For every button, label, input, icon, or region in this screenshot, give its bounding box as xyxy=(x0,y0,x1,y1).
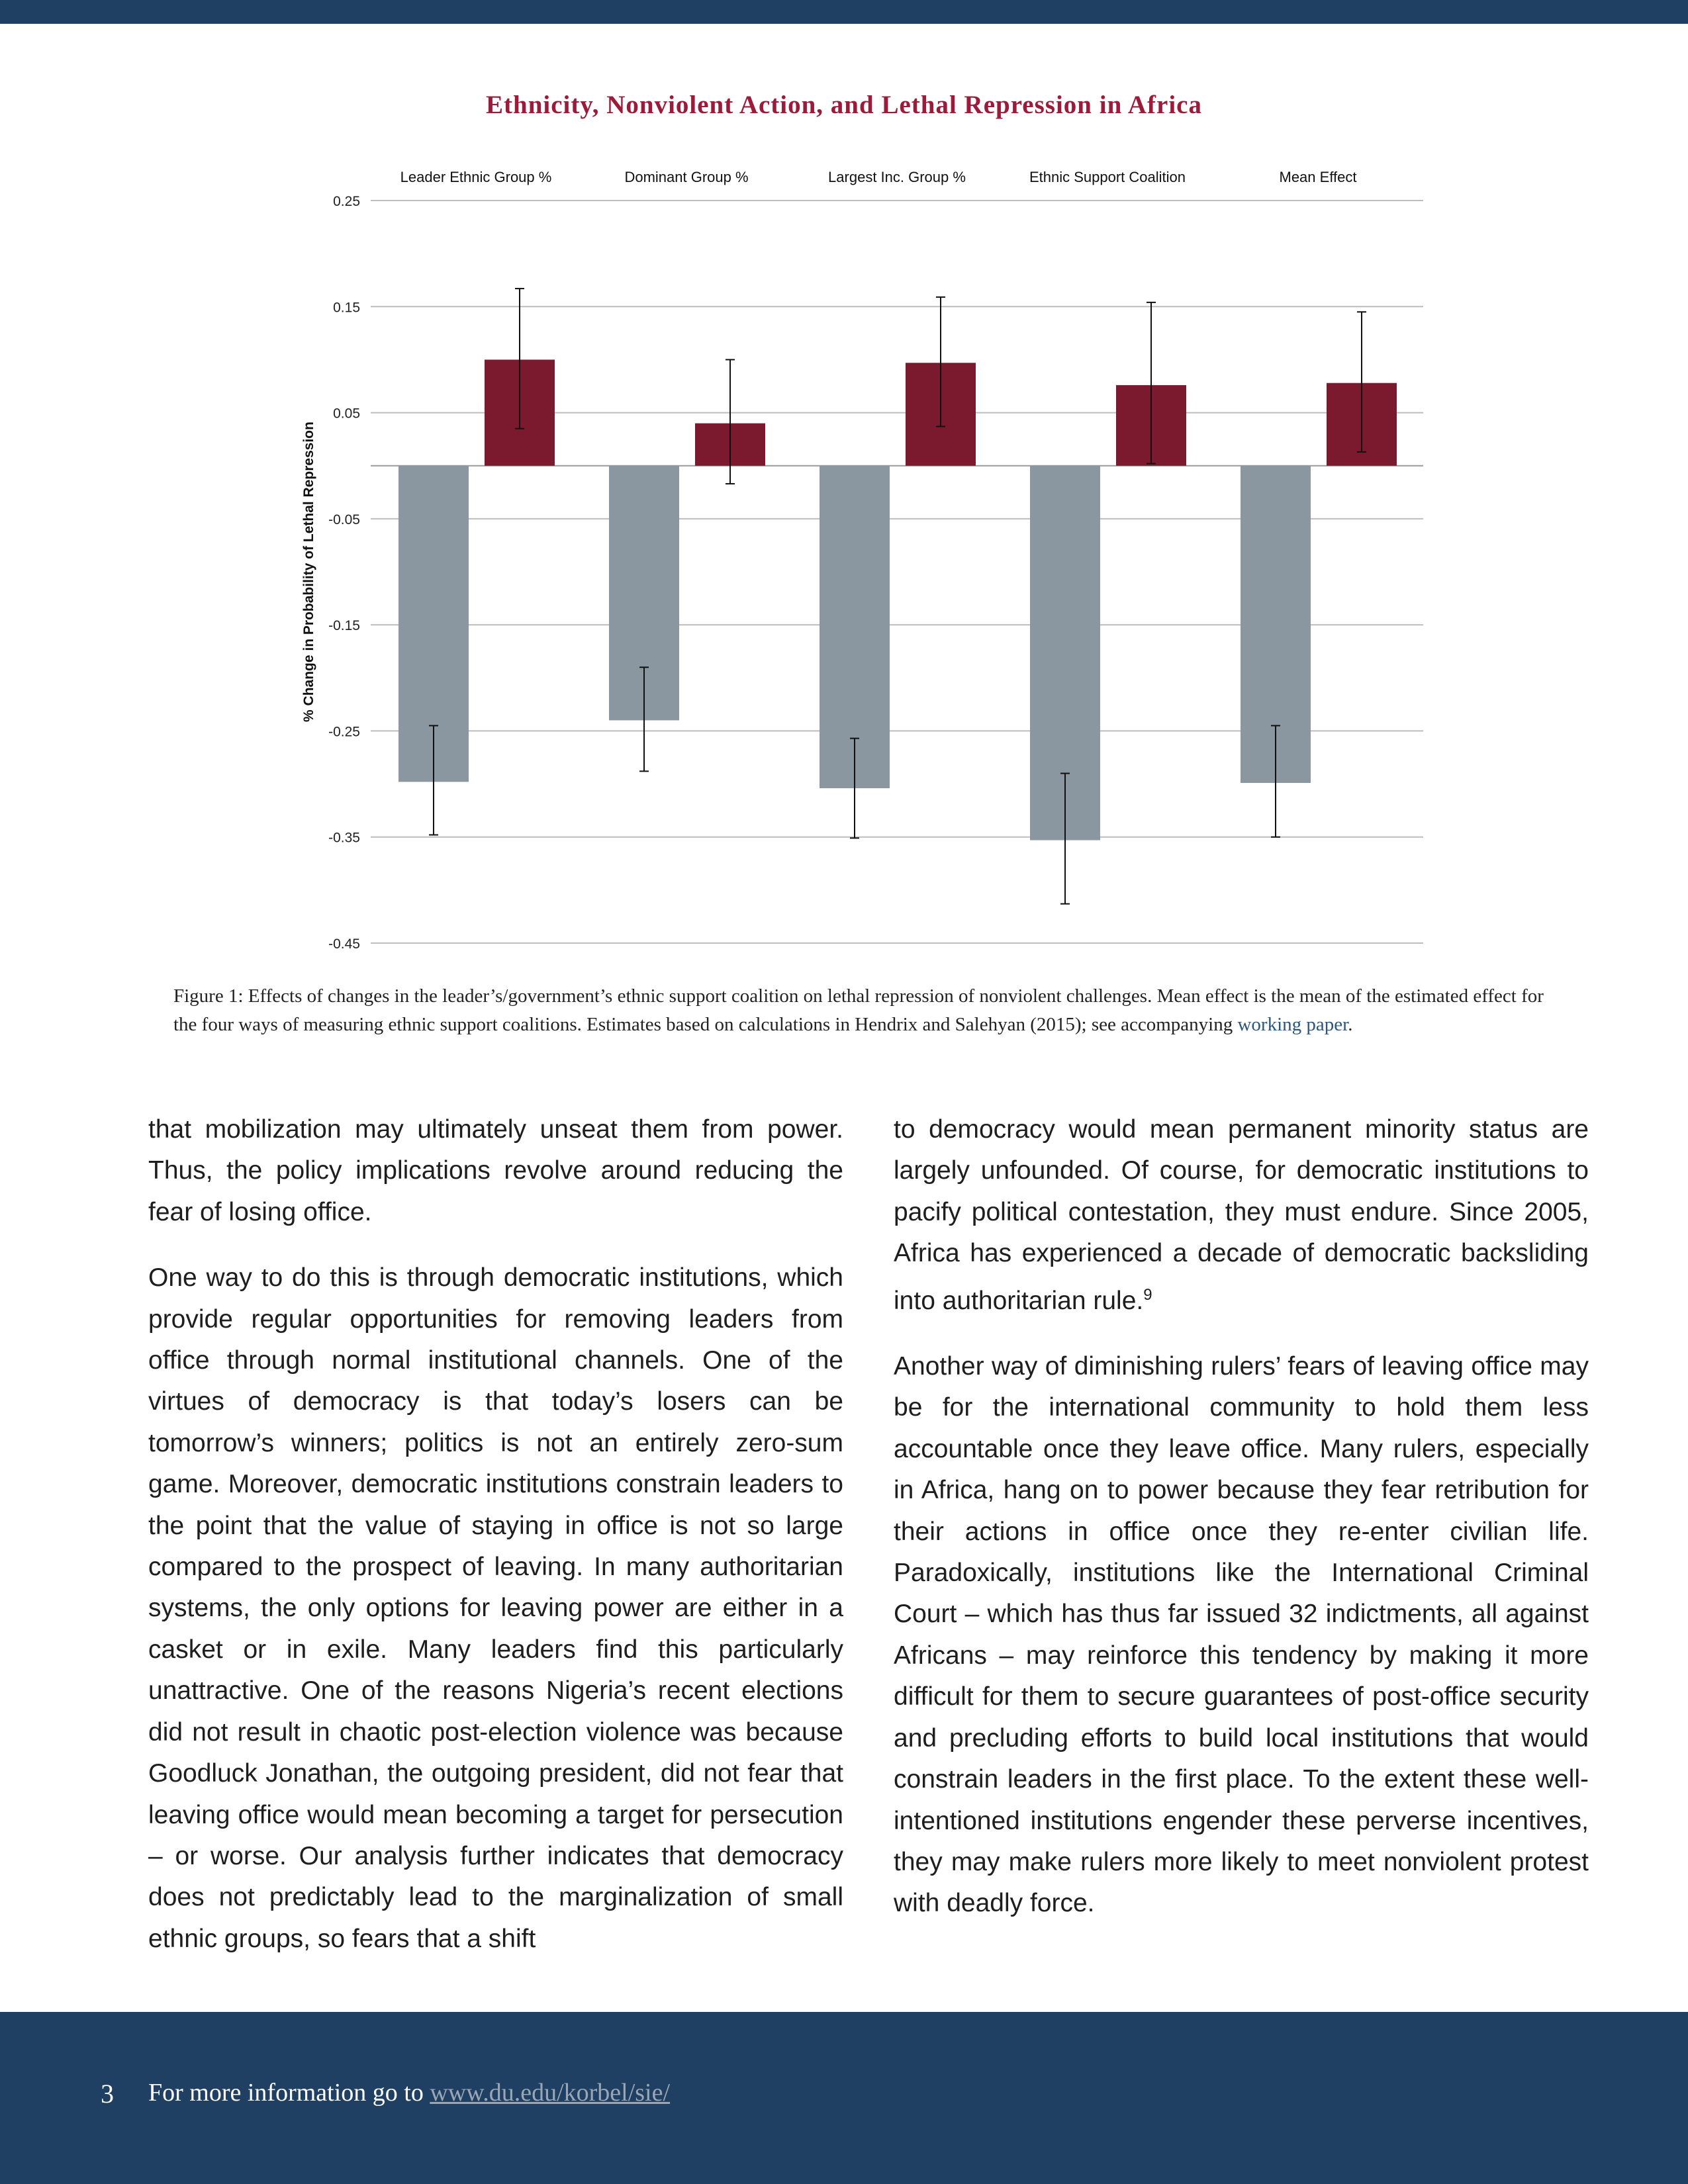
caption-text: Figure 1: Effects of changes in the leader’s/government’s ethnic support coalition on lethal repression of nonviolent challenges. Mean effect is the mean of the estimated effect for the four ways of measuring ethnic support coalitions. Estimates based on calculations in Hendrix and Salehyan (2015); see accompanying xyxy=(173,985,1544,1035)
body-paragraph: One way to do this is through democratic institutions, which provide regular opportunities for removing leaders from office through normal institutional channels. One of the virtues of democracy is that today’s losers can be tomorrow’s winners; politics is not an entirely zero-sum game. Moreover, democratic institutions constrain leaders to the point that the value of staying in office is not so large compared to the prospect of leaving. In many authoritarian systems, the only options for leaving power are either in a casket or in exile. Many leaders find this particularly unattractive. One of the reasons Nigeria’s recent elections did not result in chaotic post-election violence was because Goodluck Jonathan, the outgoing president, did not fear that leaving office would mean becoming a target for persecution – or worse. Our analysis further indicates that democracy does not predictably lead to the marginalization of small ethnic groups, so fears that a shift xyxy=(148,1263,843,1953)
category-label: Dominant Group % xyxy=(624,169,749,185)
category-label: Leader Ethnic Group % xyxy=(400,169,552,185)
body-paragraph: that mobilization may ultimately unseat them from power. Thus, the policy implications revolve around reducing the fear of losing office. xyxy=(148,1115,843,1226)
y-tick-label: -0.15 xyxy=(328,618,360,634)
footer-text: For more information go to xyxy=(148,2079,430,2107)
y-tick-label: -0.35 xyxy=(328,830,360,846)
caption-end: . xyxy=(1348,1014,1353,1035)
lethal-repression-bar-chart xyxy=(291,159,1443,966)
footer-info xyxy=(148,2078,670,2107)
y-tick-label: -0.05 xyxy=(328,512,360,527)
chart-title: Ethnicity, Nonviolent Action, and Lethal Repression in Africa xyxy=(486,91,1202,119)
y-tick-label: 0.15 xyxy=(333,300,360,316)
body-column-left xyxy=(148,1109,843,1960)
category-label: Mean Effect xyxy=(1279,169,1357,185)
category-label: Ethnic Support Coalition xyxy=(1029,169,1186,185)
y-tick-label: -0.45 xyxy=(328,936,360,952)
body-paragraph: Another way of diminishing rulers’ fears of leaving office may be for the international community to hold them less accountable once they leave office. Many rulers, especially in Africa, hang on to power because they fear retribution for their actions in office once they re-enter civilian life. Paradoxically, institutions like the International Criminal Court – which has thus far issued 32 indictments, all against Africans – may reinforce this tendency by making it more difficult for them to secure guarantees of post-office security and precluding efforts to build local institutions that would constrain leaders in the first place. To the extent these well-intentioned institutions engender these perverse incentives, they may make rulers more likely to meet nonviolent protest with deadly force. xyxy=(894,1352,1589,1918)
y-axis-label: % Change in Probability of Lethal Repression xyxy=(301,422,316,722)
body-paragraph xyxy=(894,1109,1589,1322)
category-label: Largest Inc. Group % xyxy=(828,169,966,185)
y-tick-label: -0.25 xyxy=(328,724,360,740)
figure-caption xyxy=(173,982,1564,1039)
body-column-right xyxy=(894,1109,1589,1925)
page-number: 3 xyxy=(101,2079,114,2109)
top-banner xyxy=(0,0,1688,24)
sie-website-link[interactable]: www.du.edu/korbel/sie/ xyxy=(430,2079,671,2107)
y-tick-label: 0.25 xyxy=(333,194,360,209)
working-paper-link[interactable]: working paper xyxy=(1237,1014,1348,1035)
footnote-marker[interactable]: 9 xyxy=(1143,1285,1152,1304)
body-text: to democracy would mean permanent minority status are largely unfounded. Of course, for democratic institutions to pacify political contestation, they must endure. Since 2005, Africa has experienced a decade of democratic backsliding into authoritarian rule. xyxy=(894,1115,1589,1315)
y-tick-label: 0.05 xyxy=(333,406,360,422)
